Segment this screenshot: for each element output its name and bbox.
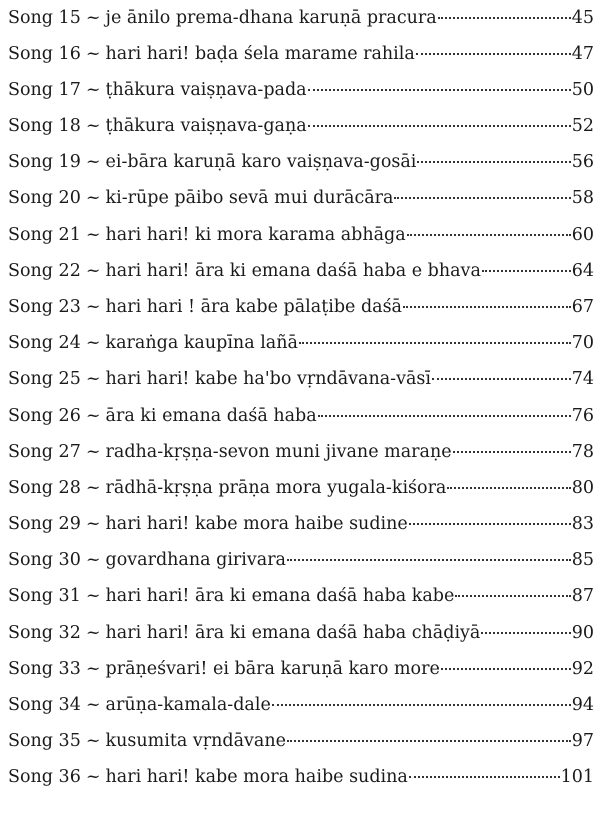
dot-leader xyxy=(299,342,571,344)
song-title: hari hari! baḍa śela marame rahila xyxy=(105,44,415,64)
dot-leader xyxy=(416,53,571,55)
dot-leader xyxy=(272,704,571,706)
toc-entry-song-16[interactable] xyxy=(8,41,594,67)
dot-leader xyxy=(481,632,570,634)
song-title: govardhana girivara xyxy=(105,550,286,570)
song-number: Song 33 xyxy=(8,659,81,679)
dot-leader xyxy=(287,740,571,742)
page-number: 52 xyxy=(571,116,594,136)
dot-leader xyxy=(409,523,571,525)
song-title: kusumita vṛndāvane xyxy=(105,731,286,751)
page-number: 87 xyxy=(571,586,594,606)
tilde-separator: ~ xyxy=(85,478,101,498)
song-number: Song 24 xyxy=(8,333,81,353)
toc-entry-song-36[interactable] xyxy=(8,764,594,790)
toc-entry-song-30[interactable] xyxy=(8,547,594,573)
page-number: 76 xyxy=(571,406,594,426)
toc-entry-song-27[interactable] xyxy=(8,439,594,465)
toc-entry-song-32[interactable] xyxy=(8,620,594,646)
song-number: Song 22 xyxy=(8,261,81,281)
toc-entry-song-21[interactable] xyxy=(8,222,594,248)
page-number: 78 xyxy=(571,442,594,462)
tilde-separator: ~ xyxy=(85,80,101,100)
page-number: 45 xyxy=(571,8,594,28)
page-number: 97 xyxy=(571,731,594,751)
song-title: hari hari! kabe mora haibe sudine xyxy=(105,514,408,534)
dot-leader xyxy=(318,415,571,417)
toc-entry-song-29[interactable] xyxy=(8,511,594,537)
dot-leader xyxy=(417,161,570,163)
song-title: rādhā-kṛṣṇa prāṇa mora yugala-kiśora xyxy=(105,478,447,498)
toc-entry-song-26[interactable] xyxy=(8,403,594,429)
song-title: karaṅga kaupīna lañā xyxy=(105,333,298,353)
tilde-separator: ~ xyxy=(85,586,101,606)
song-title: hari hari! ki mora karama abhāga xyxy=(105,225,406,245)
song-title: āra ki emana daśā haba xyxy=(105,406,317,426)
toc-entry-song-20[interactable] xyxy=(8,185,594,211)
song-number: Song 15 xyxy=(8,8,81,28)
tilde-separator: ~ xyxy=(85,152,101,172)
tilde-separator: ~ xyxy=(85,767,101,787)
song-title: radha-kṛṣṇa-sevon muni jivane maraṇe xyxy=(105,442,452,462)
page-number: 101 xyxy=(560,767,594,787)
toc-entry-song-17[interactable] xyxy=(8,77,594,103)
dot-leader xyxy=(455,595,570,597)
toc-entry-song-18[interactable] xyxy=(8,113,594,139)
song-title: arūṇa-kamala-dale xyxy=(105,695,271,715)
song-number: Song 28 xyxy=(8,478,81,498)
tilde-separator: ~ xyxy=(85,297,101,317)
tilde-separator: ~ xyxy=(85,8,101,28)
page-number: 50 xyxy=(571,80,594,100)
dot-leader xyxy=(308,125,571,127)
song-title: prāṇeśvari! ei bāra karuṇā karo more xyxy=(105,659,440,679)
tilde-separator: ~ xyxy=(85,550,101,570)
toc-entry-song-25[interactable] xyxy=(8,366,594,392)
song-number: Song 31 xyxy=(8,586,81,606)
song-number: Song 27 xyxy=(8,442,81,462)
page-number: 56 xyxy=(571,152,594,172)
page-number: 74 xyxy=(571,369,594,389)
page-number: 94 xyxy=(571,695,594,715)
song-title: hari hari! kabe ha'bo vṛndāvana-vāsī xyxy=(105,369,431,389)
song-number: Song 16 xyxy=(8,44,81,64)
song-number: Song 21 xyxy=(8,225,81,245)
page-number: 80 xyxy=(571,478,594,498)
dot-leader xyxy=(447,487,570,489)
tilde-separator: ~ xyxy=(85,225,101,245)
toc-entry-song-15[interactable] xyxy=(8,5,594,31)
song-number: Song 19 xyxy=(8,152,81,172)
song-number: Song 25 xyxy=(8,369,81,389)
toc-entry-song-35[interactable] xyxy=(8,728,594,754)
song-number: Song 29 xyxy=(8,514,81,534)
song-title: ki-rūpe pāibo sevā mui durācāra xyxy=(105,188,394,208)
song-title: ṭhākura vaiṣṇava-gaṇa xyxy=(105,116,307,136)
page-number: 70 xyxy=(571,333,594,353)
dot-leader xyxy=(482,270,571,272)
tilde-separator: ~ xyxy=(85,514,101,534)
page-number: 58 xyxy=(571,188,594,208)
tilde-separator: ~ xyxy=(85,116,101,136)
page-number: 64 xyxy=(571,261,594,281)
page-number: 92 xyxy=(571,659,594,679)
tilde-separator: ~ xyxy=(85,731,101,751)
dot-leader xyxy=(308,89,571,91)
toc-entry-song-22[interactable] xyxy=(8,258,594,284)
dot-leader xyxy=(403,306,571,308)
song-title: hari hari! kabe mora haibe sudina xyxy=(105,767,408,787)
song-number: Song 32 xyxy=(8,623,81,643)
song-title: ei-bāra karuṇā karo vaiṣṇava-gosāi xyxy=(105,152,417,172)
dot-leader xyxy=(438,17,571,19)
dot-leader xyxy=(394,197,570,199)
dot-leader xyxy=(453,451,571,453)
tilde-separator: ~ xyxy=(85,188,101,208)
song-title: hari hari ! āra kabe pālaṭibe daśā xyxy=(105,297,402,317)
song-number: Song 17 xyxy=(8,80,81,100)
song-title: hari hari! āra ki emana daśā haba chāḍiyā xyxy=(105,623,481,643)
toc-entry-song-19[interactable] xyxy=(8,149,594,175)
song-number: Song 26 xyxy=(8,406,81,426)
dot-leader xyxy=(409,776,560,778)
tilde-separator: ~ xyxy=(85,623,101,643)
tilde-separator: ~ xyxy=(85,369,101,389)
song-number: Song 36 xyxy=(8,767,81,787)
song-number: Song 20 xyxy=(8,188,81,208)
dot-leader xyxy=(441,668,571,670)
song-title: hari hari! āra ki emana daśā haba e bhava xyxy=(105,261,481,281)
song-number: Song 34 xyxy=(8,695,81,715)
page-number: 67 xyxy=(571,297,594,317)
toc-entry-song-23[interactable] xyxy=(8,294,594,320)
page-number: 83 xyxy=(571,514,594,534)
dot-leader xyxy=(407,234,571,236)
tilde-separator: ~ xyxy=(85,44,101,64)
page-number: 85 xyxy=(571,550,594,570)
dot-leader xyxy=(287,559,571,561)
tilde-separator: ~ xyxy=(85,333,101,353)
page-number: 47 xyxy=(571,44,594,64)
tilde-separator: ~ xyxy=(85,695,101,715)
song-title: je ānilo prema-dhana karuṇā pracura xyxy=(105,8,437,28)
tilde-separator: ~ xyxy=(85,659,101,679)
page-number: 60 xyxy=(571,225,594,245)
toc-entry-song-31[interactable] xyxy=(8,583,594,609)
song-number: Song 35 xyxy=(8,731,81,751)
song-number: Song 23 xyxy=(8,297,81,317)
toc-entry-song-34[interactable] xyxy=(8,692,594,718)
song-title: hari hari! āra ki emana daśā haba kabe xyxy=(105,586,455,606)
toc-entry-song-33[interactable] xyxy=(8,656,594,682)
tilde-separator: ~ xyxy=(85,442,101,462)
dot-leader xyxy=(432,378,571,380)
song-title: ṭhākura vaiṣṇava-pada xyxy=(105,80,307,100)
song-number: Song 30 xyxy=(8,550,81,570)
page-number: 90 xyxy=(571,623,594,643)
tilde-separator: ~ xyxy=(85,406,101,426)
toc-entry-song-28[interactable] xyxy=(8,475,594,501)
toc-entry-song-24[interactable] xyxy=(8,330,594,356)
tilde-separator: ~ xyxy=(85,261,101,281)
song-number: Song 18 xyxy=(8,116,81,136)
